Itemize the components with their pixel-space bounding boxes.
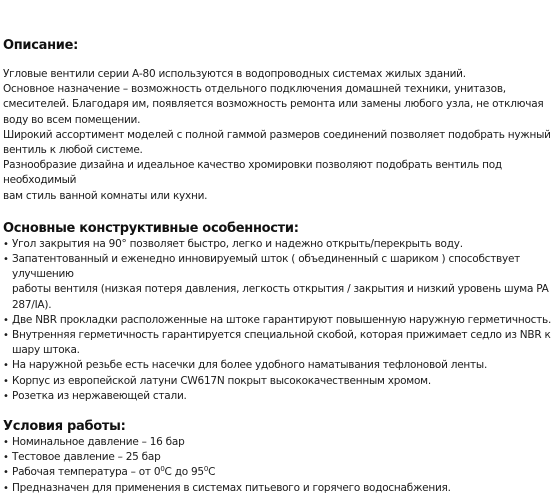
feature-item: • Корпус из европейской латуни CW617N покрыт высококачественным хромом. — [3, 374, 557, 389]
degree-sign: 0 — [160, 465, 165, 474]
condition-item: • Тестовое давление – 25 бар — [3, 450, 557, 465]
description-paragraph: Угловые вентили серии А-80 используются в водопроводных системах жилых зданий. — [3, 68, 466, 80]
description-paragraph: Широкий ассортимент моделей с полной гаммой размеров соединений позволяет подобрать нужный вентиль к любой системе. — [3, 128, 551, 157]
temperature-suffix: C — [208, 466, 216, 479]
conditions-list — [3, 435, 557, 496]
temperature-max: 95 — [190, 466, 204, 479]
conditions-heading: Условия работы: — [3, 419, 126, 435]
temperature-middle: C до — [164, 466, 191, 479]
temperature-prefix: Рабочая температура – от — [12, 466, 154, 479]
condition-item-temperature — [3, 465, 557, 480]
features-heading: Основные конструктивные особенности: — [3, 220, 299, 236]
condition-item: • Номинальное давление – 16 бар — [3, 435, 557, 450]
feature-item: • На наружной резьбе есть насечки для более удобного наматывания тефлоновой ленты. — [3, 358, 557, 373]
condition-item: • Предназначен для применения в системах питьевого и горячего водоснабжения. — [3, 481, 557, 496]
document-body — [3, 38, 557, 496]
description-heading: Описание: — [3, 38, 79, 53]
feature-item: • Угол закрытия на 90° позволяет быстро, легко и надежно открыть/перекрыть воду. — [3, 237, 557, 252]
temperature-min: 0 — [153, 466, 161, 479]
feature-item: • Внутренняя герметичность гарантируется специальной скобой, которая прижимает седло из NBR к шару штока. — [3, 328, 557, 358]
description-section — [3, 67, 557, 204]
feature-item: • Две NBR прокладки расположенные на штоке гарантируют повышенную наружную герметичность. — [3, 313, 557, 328]
description-paragraph: Основное назначение – возможность отдельного подключения домашней техники, унитазов, смесителей. Благодаря им, появляется возможность ремонта или замены любого узла, не отключая воду во всем помещении. — [3, 83, 544, 126]
description-paragraph: Разнообразие дизайна и идеальное качество хромировки позволяют подобрать вентиль под необходимый вам стиль ванной комнаты или кухни. — [3, 159, 502, 202]
degree-sign: 0 — [203, 465, 209, 474]
features-list — [3, 237, 557, 404]
feature-item: • Запатентованный и еженедно инновируемый шток ( объединенный с шариком ) способствует улучшению работы вентиля (низкая потеря давления, легкость открытия / закрытия и низкий уровень шума PA 287/IA). — [3, 252, 557, 313]
feature-item: • Розетка из нержавеющей стали. — [3, 389, 557, 404]
